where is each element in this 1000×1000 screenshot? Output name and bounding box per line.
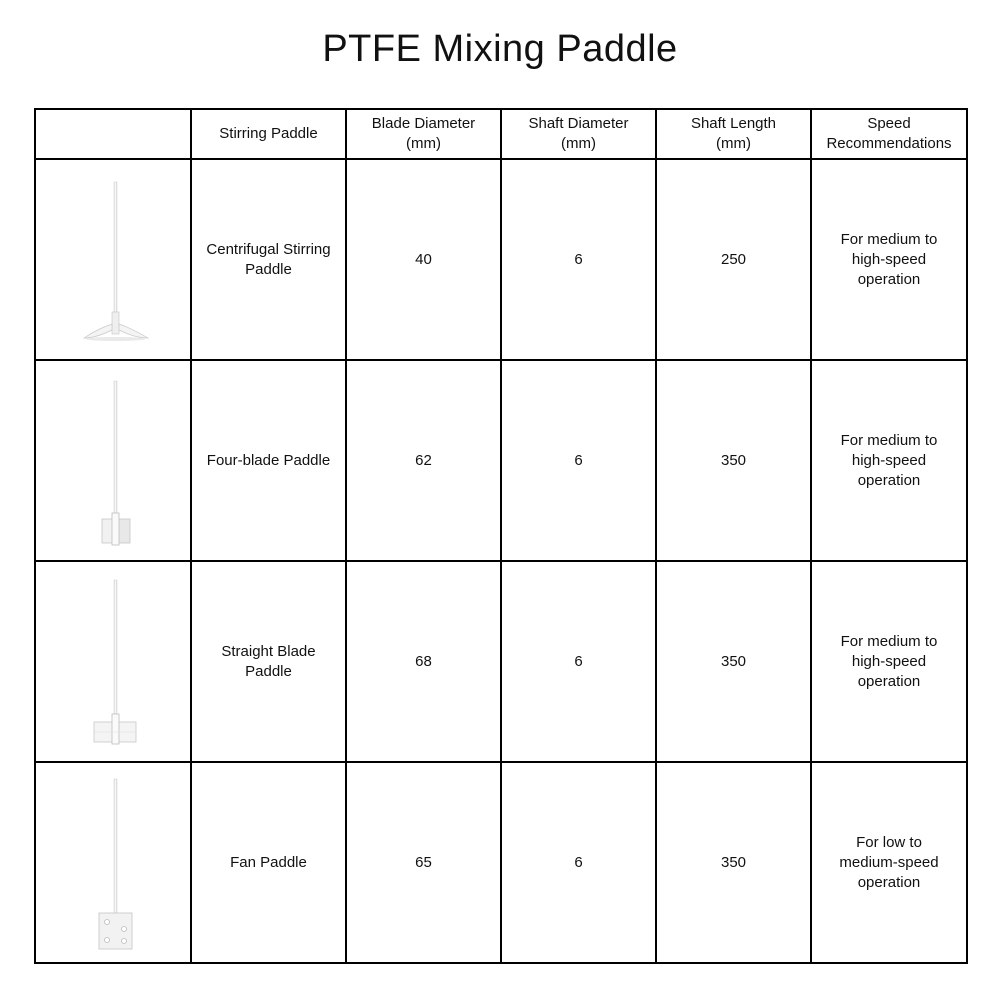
image-cell	[35, 159, 191, 360]
blade-diameter-value: 68	[346, 561, 501, 762]
speed-recommendation: For low to medium-speed operation	[811, 762, 967, 963]
spec-table	[34, 108, 968, 964]
header-shaft-length: Shaft Length (mm)	[656, 109, 811, 159]
table-row	[35, 561, 967, 762]
table-header-row	[35, 109, 967, 159]
table-row	[35, 360, 967, 561]
paddle-name: Centrifugal Stirring Paddle	[191, 159, 346, 360]
centrifugal-paddle-image	[38, 162, 188, 357]
shaft-length-value: 250	[656, 159, 811, 360]
header-speed-recommendations: Speed Recommendations	[811, 109, 967, 159]
shaft-length-value: 350	[656, 762, 811, 963]
speed-recommendation: For medium to high-speed operation	[811, 360, 967, 561]
table-row	[35, 762, 967, 963]
straight-blade-paddle-image	[38, 564, 188, 759]
shaft-length-value: 350	[656, 561, 811, 762]
image-cell	[35, 762, 191, 963]
header-image	[35, 109, 191, 159]
image-cell	[35, 561, 191, 762]
shaft-diameter-value: 6	[501, 360, 656, 561]
page-title: PTFE Mixing Paddle	[322, 28, 678, 70]
header-blade-diameter: Blade Diameter (mm)	[346, 109, 501, 159]
speed-recommendation: For medium to high-speed operation	[811, 159, 967, 360]
shaft-diameter-value: 6	[501, 762, 656, 963]
image-cell	[35, 360, 191, 561]
four-blade-paddle-image	[38, 363, 188, 558]
paddle-name: Four-blade Paddle	[191, 360, 346, 561]
blade-diameter-value: 40	[346, 159, 501, 360]
header-shaft-diameter: Shaft Diameter (mm)	[501, 109, 656, 159]
header-stirring-paddle: Stirring Paddle	[191, 109, 346, 159]
table-row	[35, 159, 967, 360]
speed-recommendation: For medium to high-speed operation	[811, 561, 967, 762]
shaft-diameter-value: 6	[501, 561, 656, 762]
blade-diameter-value: 62	[346, 360, 501, 561]
blade-diameter-value: 65	[346, 762, 501, 963]
paddle-name: Fan Paddle	[191, 762, 346, 963]
shaft-diameter-value: 6	[501, 159, 656, 360]
fan-paddle-image	[38, 765, 188, 960]
shaft-length-value: 350	[656, 360, 811, 561]
paddle-name: Straight Blade Paddle	[191, 561, 346, 762]
